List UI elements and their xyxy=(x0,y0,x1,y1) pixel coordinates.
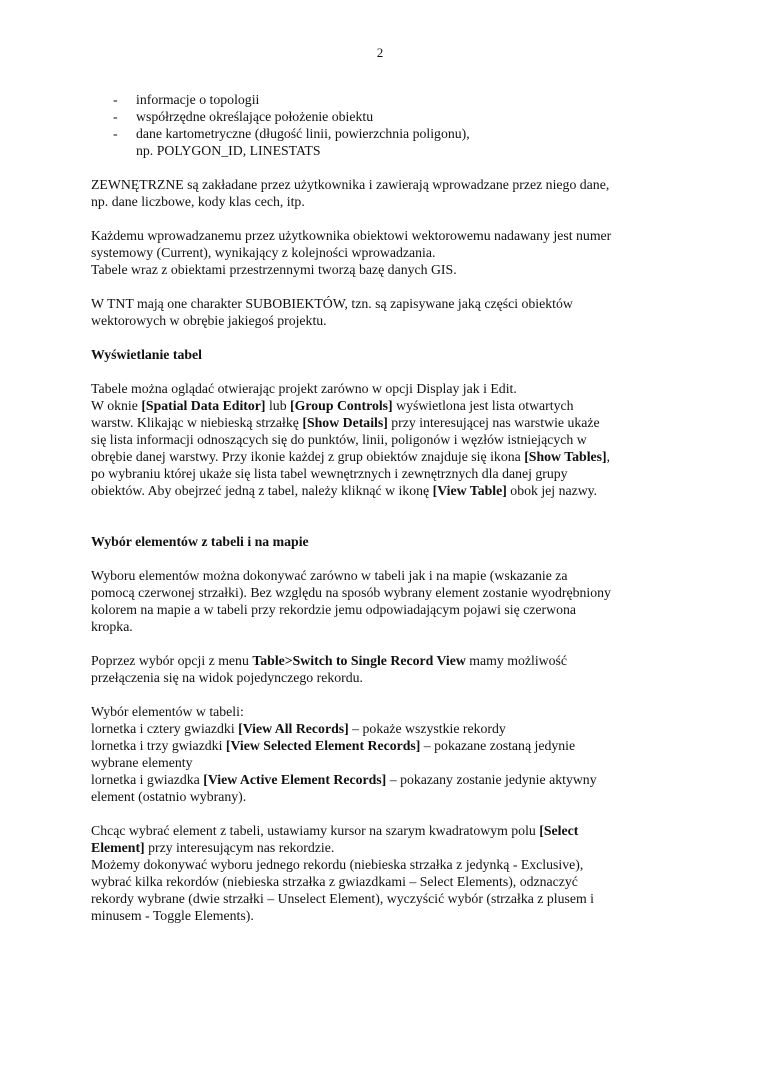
document-body xyxy=(91,91,681,924)
list-item: - dane kartometryczne (długość linii, powierzchnia poligonu), np. POLYGON_ID, LINESTATS xyxy=(113,126,470,158)
paragraph-external-tables: ZEWNĘTRZNE są zakładane przez użytkownika i zawierają wprowadzane przez niego dane, np. dane liczbowe, kody klas cech, itp. xyxy=(91,177,610,209)
paragraph-display-tables: Tabele można oglądać otwierając projekt zarówno w opcji Display jak i Edit. W oknie [Spatial Data Editor] lub [Group Controls] wyświetlona jest lista otwartych warstw. Klikając w niebieską strzałkę [Show Details] przy interesującej nas warstwie ukaże się lista informacji odnoszących się do punktów, linii, poligonów i węzłów istniejących w obrębie danej warstwy. Przy ikonie każdej z grup obiektów znajduje się ikona [Show Tables], po wybraniu której ukaże się lista tabel wewnętrznych i zewnętrznych dla danej grupy obiektów. Aby obejrzeć jedną z tabel, należy kliknąć w ikonę [View Table] obok jej nazwy. xyxy=(91,381,611,498)
paragraph-choose-element: Chcąc wybrać element z tabeli, ustawiamy kursor na szarym kwadratowym polu [Select Element] przy interesującym nas rekordzie. Możemy dokonywać wyboru jednego rekordu (niebieska strzałka z jedynką - Exclusive), wybrać kilka rekordów (niebieska strzałka z gwiazdkami – Select Elements), odznaczyć rekordy wybrane (dwie strzałki – Unselect Element), wyczyścić wybór (strzałka z plusem i minusem - Toggle Elements). xyxy=(91,823,595,923)
heading-display-tables: Wyświetlanie tabel xyxy=(91,347,203,362)
list-item: - współrzędne określające położenie obiektu xyxy=(113,109,374,124)
heading-select-elements: Wybór elementów z tabeli i na mapie xyxy=(91,534,309,549)
paragraph-tnt-subobjects: W TNT mają one charakter SUBOBIEKTÓW, tzn. są zapisywane jaką części obiektów wektorowych w obrębie jakiegoś projektu. xyxy=(91,296,573,328)
paragraph-current-number: Każdemu wprowadzanemu przez użytkownika obiektowi wektorowemu nadawany jest numer systemowy (Current), wynikający z kolejności wprowadzania. Tabele wraz z obiektami przestrzennymi tworzą bazę danych GIS. xyxy=(91,228,612,277)
topology-info-list xyxy=(91,91,681,159)
paragraph-single-record-view: Poprzez wybór opcji z menu Table>Switch to Single Record View mamy możliwość przełączenia się na widok pojedynczego rekordu. xyxy=(91,653,568,685)
paragraph-record-views: Wybór elementów w tabeli: lornetka i cztery gwiazdki [View All Records] – pokaże wszystkie rekordy lornetka i trzy gwiazdki [View Selected Element Records] – pokazane zostaną jedynie wybrane elementy lornetka i gwiazdka [View Active Element Records] – pokazany zostanie jedynie aktywny element (ostatnio wybrany). xyxy=(91,704,597,804)
page-number: 2 xyxy=(376,45,384,60)
paragraph-select-elements: Wyboru elementów można dokonywać zarówno w tabeli jak i na mapie (wskazanie za pomocą czerwonej strzałki). Bez względu na sposób wybrany element zostanie wyodrębniony kolorem na mapie a w tabeli przy rekordzie jemu odpowiadającym pojawi się czerwona kropka. xyxy=(91,568,611,634)
list-item: - informacje o topologii xyxy=(113,92,260,107)
